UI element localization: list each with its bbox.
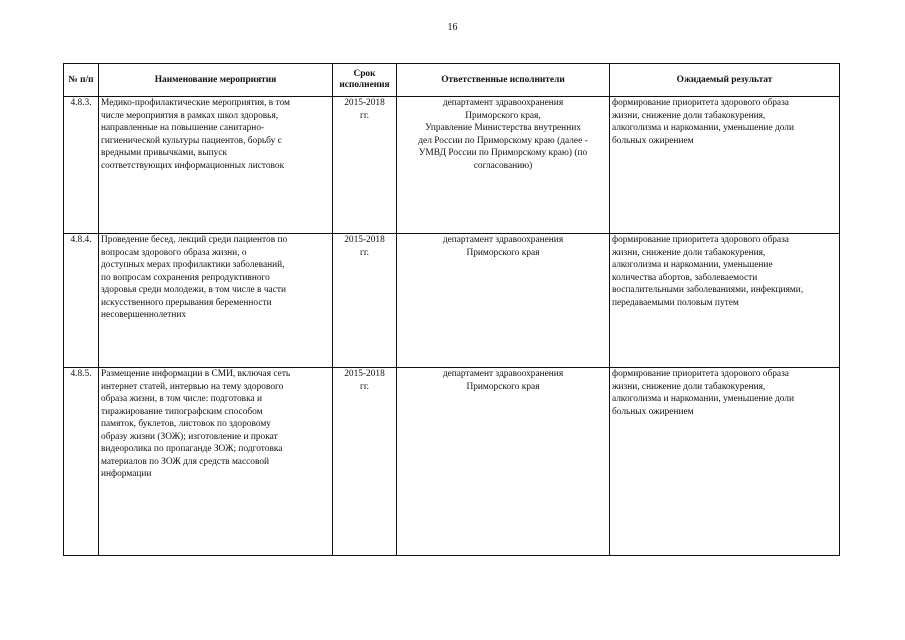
row-executors: департамент здравоохранения Приморского края, Управление Министерства внутренних дел России по Приморскому краю (далее - УМВД России по Приморскому краю) (по согласованию) bbox=[397, 97, 610, 234]
header-num: № п/п bbox=[64, 64, 99, 97]
row-result: формирование приоритета здорового образа жизни, снижение доли табакокурения, алкоголизма и наркомании, уменьшение доли больных ожирением bbox=[610, 368, 840, 556]
row-result: формирование приоритета здорового образа жизни, снижение доли табакокурения, алкоголизма и наркомании, уменьшение количества абортов, заболеваемости воспалительными заболеваниями, инфекциями, передаваемыми половым путем bbox=[610, 234, 840, 368]
table-row bbox=[64, 234, 840, 368]
table-row bbox=[64, 97, 840, 234]
table-header-row bbox=[64, 64, 840, 97]
row-name: Проведение бесед, лекций среди пациентов по вопросам здорового образа жизни, о доступных мерах профилактики заболеваний, по вопросам сохранения репродуктивного здоровья среди молодежи, в том числе в части искусственного прерывания беременности несовершеннолетних bbox=[99, 234, 333, 368]
row-num: 4.8.4. bbox=[64, 234, 99, 368]
row-name: Размещение информации в СМИ, включая сеть интернет статей, интервью на тему здорового образа жизни, в том числе: подготовка и тиражирование типографским способом памяток, буклетов, листовок по здоровому образу жизни (ЗОЖ); изготовление и прокат видеоролика по пропаганде ЗОЖ; подготовка материалов по ЗОЖ для средств массовой информации bbox=[99, 368, 333, 556]
row-executors: департамент здравоохранения Приморского края bbox=[397, 368, 610, 556]
row-term: 2015-2018 гг. bbox=[333, 368, 397, 556]
row-name: Медико-профилактические мероприятия, в том числе мероприятия в рамках школ здоровья, направленные на повышение санитарно- гигиенической культуры пациентов, борьбу с вредными привычками, выпуск соответствующих информационных листовок bbox=[99, 97, 333, 234]
header-term: Срок исполнения bbox=[333, 64, 397, 97]
row-term: 2015-2018 гг. bbox=[333, 97, 397, 234]
header-name: Наименование мероприятия bbox=[99, 64, 333, 97]
measures-table bbox=[63, 63, 840, 556]
row-num: 4.8.5. bbox=[64, 368, 99, 556]
table-row bbox=[64, 368, 840, 556]
header-executors: Ответственные исполнители bbox=[397, 64, 610, 97]
page-number: 16 bbox=[447, 22, 458, 33]
header-result: Ожидаемый результат bbox=[610, 64, 840, 97]
row-term: 2015-2018 гг. bbox=[333, 234, 397, 368]
row-executors: департамент здравоохранения Приморского края bbox=[397, 234, 610, 368]
row-result: формирование приоритета здорового образа жизни, снижение доли табакокурения, алкоголизма и наркомании, уменьшение доли больных ожирением bbox=[610, 97, 840, 234]
row-num: 4.8.3. bbox=[64, 97, 99, 234]
